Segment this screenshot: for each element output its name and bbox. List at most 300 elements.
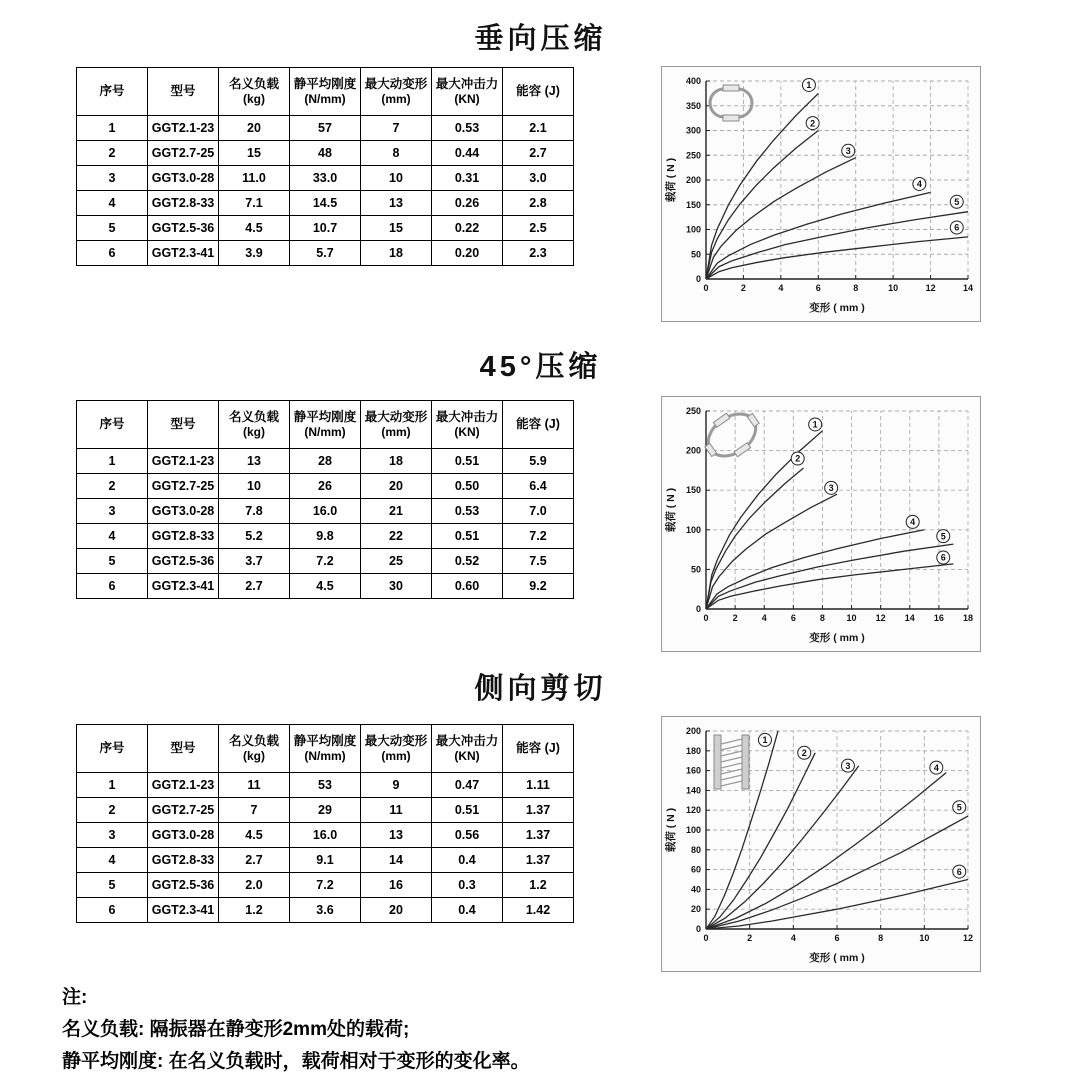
- table-cell: GGT2.3-41: [148, 898, 219, 923]
- x-axis-title: 变形 ( mm ): [809, 952, 865, 964]
- table-cell: 2: [77, 798, 148, 823]
- x-axis-title: 变形 ( mm ): [809, 632, 865, 644]
- column-header-unit: (KN): [454, 91, 480, 106]
- table-cell: 11.0: [219, 166, 290, 191]
- column-header-unit: (mm): [381, 91, 411, 106]
- load-deflection-chart-shear: [662, 717, 978, 969]
- table-cell: 8: [361, 141, 432, 166]
- table-row: [77, 873, 574, 898]
- column-header: [432, 725, 503, 773]
- table-cell: 6: [77, 898, 148, 923]
- curve-label-number: 5: [954, 196, 960, 207]
- table-row: [77, 499, 574, 524]
- table-cell: 22: [361, 524, 432, 549]
- table-cell: 0.26: [432, 191, 503, 216]
- column-header: [148, 725, 219, 773]
- column-header-unit: (KN): [454, 424, 480, 439]
- chart-panel-lateral-shear: [661, 716, 981, 972]
- table-cell: GGT2.5-36: [148, 216, 219, 241]
- x-tick-label: 10: [846, 613, 857, 623]
- spec-table-vertical-compression: [76, 67, 574, 266]
- table-cell: GGT2.1-23: [148, 116, 219, 141]
- column-header-unit: (KN): [454, 748, 480, 763]
- table-cell: 1: [77, 773, 148, 798]
- x-tick-label: 10: [919, 933, 930, 943]
- table-cell: 0.31: [432, 166, 503, 191]
- section-title-vertical-compression: 垂向压缩: [474, 23, 607, 55]
- table-cell: 14.5: [290, 191, 361, 216]
- table-cell: 0.53: [432, 116, 503, 141]
- note-label: 注:: [62, 987, 88, 1008]
- table-cell: 0.51: [432, 524, 503, 549]
- table-cell: 30: [361, 574, 432, 599]
- table-cell: 7: [219, 798, 290, 823]
- column-header-label: 序号: [99, 84, 125, 99]
- table-cell: 29: [290, 798, 361, 823]
- table-cell: 21: [361, 499, 432, 524]
- column-header-label: 最大动变形: [364, 409, 428, 424]
- table-cell: 6: [77, 241, 148, 266]
- curve-label-number: 6: [954, 222, 960, 233]
- table-cell: 13: [219, 449, 290, 474]
- column-header: [503, 725, 574, 773]
- curve-series-3: [706, 158, 856, 279]
- column-header-unit: (mm): [381, 748, 411, 763]
- isolator-shear-view-icon: [714, 735, 749, 789]
- load-deflection-chart-vertical: [662, 67, 978, 319]
- table-row: [77, 191, 574, 216]
- table-cell: 4.5: [219, 823, 290, 848]
- table-cell: 0.20: [432, 241, 503, 266]
- table-row: [77, 898, 574, 923]
- table-cell: 0.3: [432, 873, 503, 898]
- y-tick-label: 400: [685, 76, 701, 86]
- table-cell: 1: [77, 116, 148, 141]
- y-tick-label: 200: [685, 726, 701, 736]
- table-cell: 0.4: [432, 898, 503, 923]
- column-header-unit: (N/mm): [304, 424, 346, 439]
- table-cell: GGT2.3-41: [148, 241, 219, 266]
- curve-label-number: 3: [845, 760, 851, 771]
- table-cell: 10.7: [290, 216, 361, 241]
- column-header-unit: (kg): [243, 424, 265, 439]
- y-tick-label: 0: [695, 604, 701, 614]
- table-cell: 7.8: [219, 499, 290, 524]
- table-cell: 0.53: [432, 499, 503, 524]
- column-header-label: 能容 (J): [516, 741, 560, 756]
- column-header: [503, 401, 574, 449]
- column-header-label: 名义负载: [228, 76, 279, 91]
- x-tick-label: 4: [790, 933, 796, 943]
- table-header-row: [77, 401, 574, 449]
- table-cell: 0.44: [432, 141, 503, 166]
- y-axis-title: 载荷 ( N ): [665, 487, 677, 533]
- column-header-label: 能容 (J): [516, 417, 560, 432]
- table-cell: 16: [361, 873, 432, 898]
- y-tick-label: 80: [690, 844, 701, 855]
- table-cell: 18: [361, 449, 432, 474]
- table-cell: 0.52: [432, 549, 503, 574]
- curve-series-4: [706, 773, 946, 929]
- column-header: [219, 401, 290, 449]
- curve-label-number: 2: [810, 118, 816, 129]
- x-axis-title: 变形 ( mm ): [809, 302, 865, 314]
- table-cell: 3.7: [219, 549, 290, 574]
- column-header-label: 最大动变形: [364, 733, 428, 748]
- curve-label-number: 1: [812, 419, 818, 430]
- column-header: [290, 401, 361, 449]
- table-cell: 2: [77, 474, 148, 499]
- table-cell: 7.2: [290, 549, 361, 574]
- table-cell: 0.22: [432, 216, 503, 241]
- table-cell: 3: [77, 499, 148, 524]
- table-cell: 4: [77, 191, 148, 216]
- y-tick-label: 160: [685, 765, 701, 776]
- table-row: [77, 549, 574, 574]
- column-header: [77, 401, 148, 449]
- curve-label-number: 4: [916, 179, 922, 190]
- isolator-front-view-icon: [710, 85, 752, 121]
- curve-label-number: 5: [940, 531, 946, 542]
- table-cell: 2.7: [219, 848, 290, 873]
- table-cell: 16.0: [290, 499, 361, 524]
- table-cell: 53: [290, 773, 361, 798]
- table-cell: GGT2.1-23: [148, 449, 219, 474]
- table-cell: 1.37: [503, 848, 574, 873]
- y-tick-label: 350: [685, 100, 701, 111]
- table-cell: 28: [290, 449, 361, 474]
- table-cell: 13: [361, 191, 432, 216]
- x-tick-label: 12: [925, 283, 936, 293]
- table-cell: 13: [361, 823, 432, 848]
- rail-left: [714, 735, 721, 789]
- y-tick-label: 100: [685, 524, 701, 535]
- x-tick-label: 4: [761, 613, 767, 623]
- column-header: [290, 725, 361, 773]
- wire-rope-loop: [700, 405, 763, 464]
- y-tick-label: 120: [685, 805, 701, 816]
- chart-panel-vertical-compression: [661, 66, 981, 322]
- y-tick-label: 250: [685, 406, 701, 416]
- table-row: [77, 798, 574, 823]
- y-tick-label: 300: [685, 125, 701, 136]
- table-cell: 2.7: [219, 574, 290, 599]
- table-cell: 11: [361, 798, 432, 823]
- table-cell: 2.1: [503, 116, 574, 141]
- column-header-unit: (N/mm): [304, 748, 346, 763]
- table-cell: 4: [77, 524, 148, 549]
- column-header: [432, 68, 503, 116]
- column-header: [219, 68, 290, 116]
- table-cell: GGT3.0-28: [148, 166, 219, 191]
- table-row: [77, 216, 574, 241]
- column-header-label: 静平均刚度: [293, 76, 357, 91]
- column-header-label: 型号: [170, 741, 196, 756]
- curve-series-5: [706, 212, 968, 279]
- y-tick-label: 200: [685, 445, 701, 456]
- curve-label-number: 6: [940, 552, 946, 563]
- table-cell: GGT2.1-23: [148, 773, 219, 798]
- y-tick-label: 180: [685, 745, 701, 756]
- y-tick-label: 50: [690, 249, 701, 260]
- x-tick-label: 0: [703, 613, 709, 623]
- column-header-unit: (mm): [381, 424, 411, 439]
- table-cell: 20: [219, 116, 290, 141]
- table-cell: 0.50: [432, 474, 503, 499]
- table-cell: 20: [361, 898, 432, 923]
- column-header: [290, 68, 361, 116]
- table-cell: 3.6: [290, 898, 361, 923]
- column-header-label: 静平均刚度: [293, 409, 357, 424]
- x-tick-label: 0: [703, 283, 709, 293]
- table-cell: 14: [361, 848, 432, 873]
- table-cell: 5: [77, 549, 148, 574]
- table-cell: 2.5: [503, 216, 574, 241]
- table-cell: GGT2.7-25: [148, 798, 219, 823]
- table-cell: 1.2: [219, 898, 290, 923]
- table-cell: 1.37: [503, 823, 574, 848]
- spec-table-lateral-shear: [76, 724, 574, 923]
- table-cell: 6: [77, 574, 148, 599]
- table-cell: 0.4: [432, 848, 503, 873]
- x-tick-label: 12: [875, 613, 886, 623]
- column-header-label: 名义负载: [228, 733, 279, 748]
- curve-label-number: 2: [795, 453, 801, 464]
- curve-label-number: 4: [910, 517, 916, 528]
- wire-rope-loop: [710, 89, 752, 117]
- table-row: [77, 474, 574, 499]
- x-tick-label: 6: [790, 613, 796, 623]
- x-tick-label: 6: [815, 283, 821, 293]
- curve-label-number: 3: [845, 145, 851, 156]
- section-title-45deg-compression: 45°压缩: [479, 351, 602, 383]
- table-cell: 9: [361, 773, 432, 798]
- table-cell: 1.42: [503, 898, 574, 923]
- table-cell: GGT2.8-33: [148, 848, 219, 873]
- column-header-unit: (N/mm): [304, 91, 346, 106]
- column-header: [77, 725, 148, 773]
- column-header: [361, 68, 432, 116]
- table-cell: 2.0: [219, 873, 290, 898]
- table-cell: 5.9: [503, 449, 574, 474]
- curve-label-number: 3: [828, 483, 834, 494]
- column-header-label: 型号: [170, 84, 196, 99]
- load-deflection-chart-45deg: [662, 397, 978, 649]
- column-header-label: 型号: [170, 417, 196, 432]
- column-header: [361, 401, 432, 449]
- table-cell: 3.0: [503, 166, 574, 191]
- rope-strand: [721, 763, 742, 768]
- rope-strand: [721, 745, 742, 750]
- x-tick-label: 16: [933, 613, 944, 623]
- curve-series-6: [706, 237, 968, 279]
- table-cell: 57: [290, 116, 361, 141]
- x-tick-label: 14: [962, 283, 974, 293]
- table-row: [77, 141, 574, 166]
- table-cell: GGT3.0-28: [148, 499, 219, 524]
- table-cell: GGT2.3-41: [148, 574, 219, 599]
- clamp-bar-bottom: [734, 443, 751, 457]
- table-cell: 9.8: [290, 524, 361, 549]
- y-tick-label: 60: [690, 864, 701, 875]
- table-row: [77, 166, 574, 191]
- rope-strand: [721, 769, 742, 774]
- x-tick-label: 2: [740, 283, 746, 293]
- table-cell: 1.37: [503, 798, 574, 823]
- table-cell: 10: [361, 166, 432, 191]
- table-cell: 1.2: [503, 873, 574, 898]
- column-header: [148, 68, 219, 116]
- curve-series-5: [706, 544, 953, 609]
- column-header: [77, 68, 148, 116]
- column-header: [503, 68, 574, 116]
- column-header-label: 静平均刚度: [293, 733, 357, 748]
- table-header-row: [77, 68, 574, 116]
- table-cell: 3.9: [219, 241, 290, 266]
- clamp-bar-top: [713, 413, 730, 427]
- y-tick-label: 140: [685, 785, 701, 796]
- rope-strand: [721, 781, 742, 786]
- x-tick-label: 12: [962, 933, 974, 943]
- curve-label-number: 1: [762, 735, 768, 746]
- table-cell: GGT3.0-28: [148, 823, 219, 848]
- table-cell: 20: [361, 474, 432, 499]
- curve-label-number: 2: [801, 747, 807, 758]
- y-tick-label: 100: [685, 224, 701, 235]
- table-cell: 7.5: [503, 549, 574, 574]
- table-cell: 3: [77, 166, 148, 191]
- y-tick-label: 200: [685, 175, 701, 185]
- table-cell: 5: [77, 873, 148, 898]
- x-tick-label: 2: [747, 933, 753, 943]
- rope-strand: [721, 751, 742, 756]
- column-header-label: 最大冲击力: [435, 409, 499, 424]
- column-header-label: 最大冲击力: [435, 733, 499, 748]
- clamp-bar-bottom: [723, 115, 739, 121]
- column-header-label: 能容 (J): [516, 84, 560, 99]
- table-cell: 10: [219, 474, 290, 499]
- table-cell: 2: [77, 141, 148, 166]
- table-cell: 2.7: [503, 141, 574, 166]
- column-header: [361, 725, 432, 773]
- table-cell: 7.1: [219, 191, 290, 216]
- table-row: [77, 116, 574, 141]
- table-cell: 0.51: [432, 798, 503, 823]
- x-tick-label: 2: [732, 613, 738, 623]
- table-row: [77, 574, 574, 599]
- y-tick-label: 20: [690, 904, 701, 915]
- x-tick-label: 14: [904, 613, 915, 623]
- table-row: [77, 848, 574, 873]
- rope-strand: [721, 775, 742, 780]
- column-header: [148, 401, 219, 449]
- table-cell: 9.1: [290, 848, 361, 873]
- table-cell: 7.0: [503, 499, 574, 524]
- y-tick-label: 100: [685, 825, 701, 835]
- table-row: [77, 524, 574, 549]
- y-tick-label: 250: [685, 150, 701, 161]
- table-cell: 11: [219, 773, 290, 798]
- x-tick-label: 8: [853, 283, 859, 293]
- curve-label-number: 6: [956, 866, 962, 877]
- y-tick-label: 0: [695, 274, 701, 284]
- y-tick-label: 150: [685, 485, 701, 496]
- table-cell: GGT2.7-25: [148, 141, 219, 166]
- y-axis-title: 载荷 ( N ): [665, 157, 677, 203]
- table-cell: 0.51: [432, 449, 503, 474]
- table-cell: 16.0: [290, 823, 361, 848]
- table-row: [77, 773, 574, 798]
- table-cell: 3: [77, 823, 148, 848]
- column-header-label: 最大冲击力: [435, 76, 499, 91]
- table-header-row: [77, 725, 574, 773]
- rail-right: [742, 735, 749, 789]
- table-cell: 5.7: [290, 241, 361, 266]
- y-tick-label: 150: [685, 199, 701, 210]
- table-cell: 4.5: [290, 574, 361, 599]
- section-title-lateral-shear: 侧向剪切: [474, 673, 607, 705]
- x-tick-label: 18: [962, 613, 974, 623]
- curve-label-number: 5: [956, 802, 962, 813]
- table-cell: 18: [361, 241, 432, 266]
- table-cell: 6.4: [503, 474, 574, 499]
- table-cell: 4.5: [219, 216, 290, 241]
- rope-strand: [721, 757, 742, 762]
- table-cell: 2.8: [503, 191, 574, 216]
- column-header: [432, 401, 503, 449]
- rope-strand: [721, 739, 742, 744]
- x-tick-label: 0: [703, 933, 709, 943]
- table-cell: 15: [219, 141, 290, 166]
- table-cell: 7.2: [290, 873, 361, 898]
- table-cell: 25: [361, 549, 432, 574]
- x-tick-label: 4: [778, 283, 784, 293]
- curve-label-number: 1: [806, 80, 812, 91]
- y-axis-title: 载荷 ( N ): [665, 807, 677, 853]
- column-header-label: 序号: [99, 417, 125, 432]
- table-cell: 26: [290, 474, 361, 499]
- chart-panel-45deg-compression: [661, 396, 981, 652]
- table-cell: 4: [77, 848, 148, 873]
- table-cell: 1: [77, 449, 148, 474]
- x-tick-label: 8: [878, 933, 884, 943]
- table-cell: GGT2.5-36: [148, 873, 219, 898]
- table-row: [77, 823, 574, 848]
- table-cell: GGT2.8-33: [148, 191, 219, 216]
- table-cell: GGT2.7-25: [148, 474, 219, 499]
- curve-label-number: 4: [933, 762, 939, 773]
- table-cell: 9.2: [503, 574, 574, 599]
- footnotes: [62, 982, 530, 1078]
- table-cell: 5.2: [219, 524, 290, 549]
- y-tick-label: 0: [695, 924, 701, 934]
- table-row: [77, 449, 574, 474]
- x-tick-label: 6: [834, 933, 840, 943]
- table-cell: 7: [361, 116, 432, 141]
- column-header-unit: (kg): [243, 91, 265, 106]
- table-cell: 33.0: [290, 166, 361, 191]
- curve-series-2: [706, 468, 804, 609]
- table-cell: GGT2.5-36: [148, 549, 219, 574]
- table-cell: 5: [77, 216, 148, 241]
- clamp-bar-top: [723, 85, 739, 91]
- column-header-label: 序号: [99, 741, 125, 756]
- table-row: [77, 241, 574, 266]
- column-header-label: 名义负载: [228, 409, 279, 424]
- y-tick-label: 40: [690, 884, 701, 895]
- clamp-bar-right: [747, 413, 759, 426]
- table-cell: 2.3: [503, 241, 574, 266]
